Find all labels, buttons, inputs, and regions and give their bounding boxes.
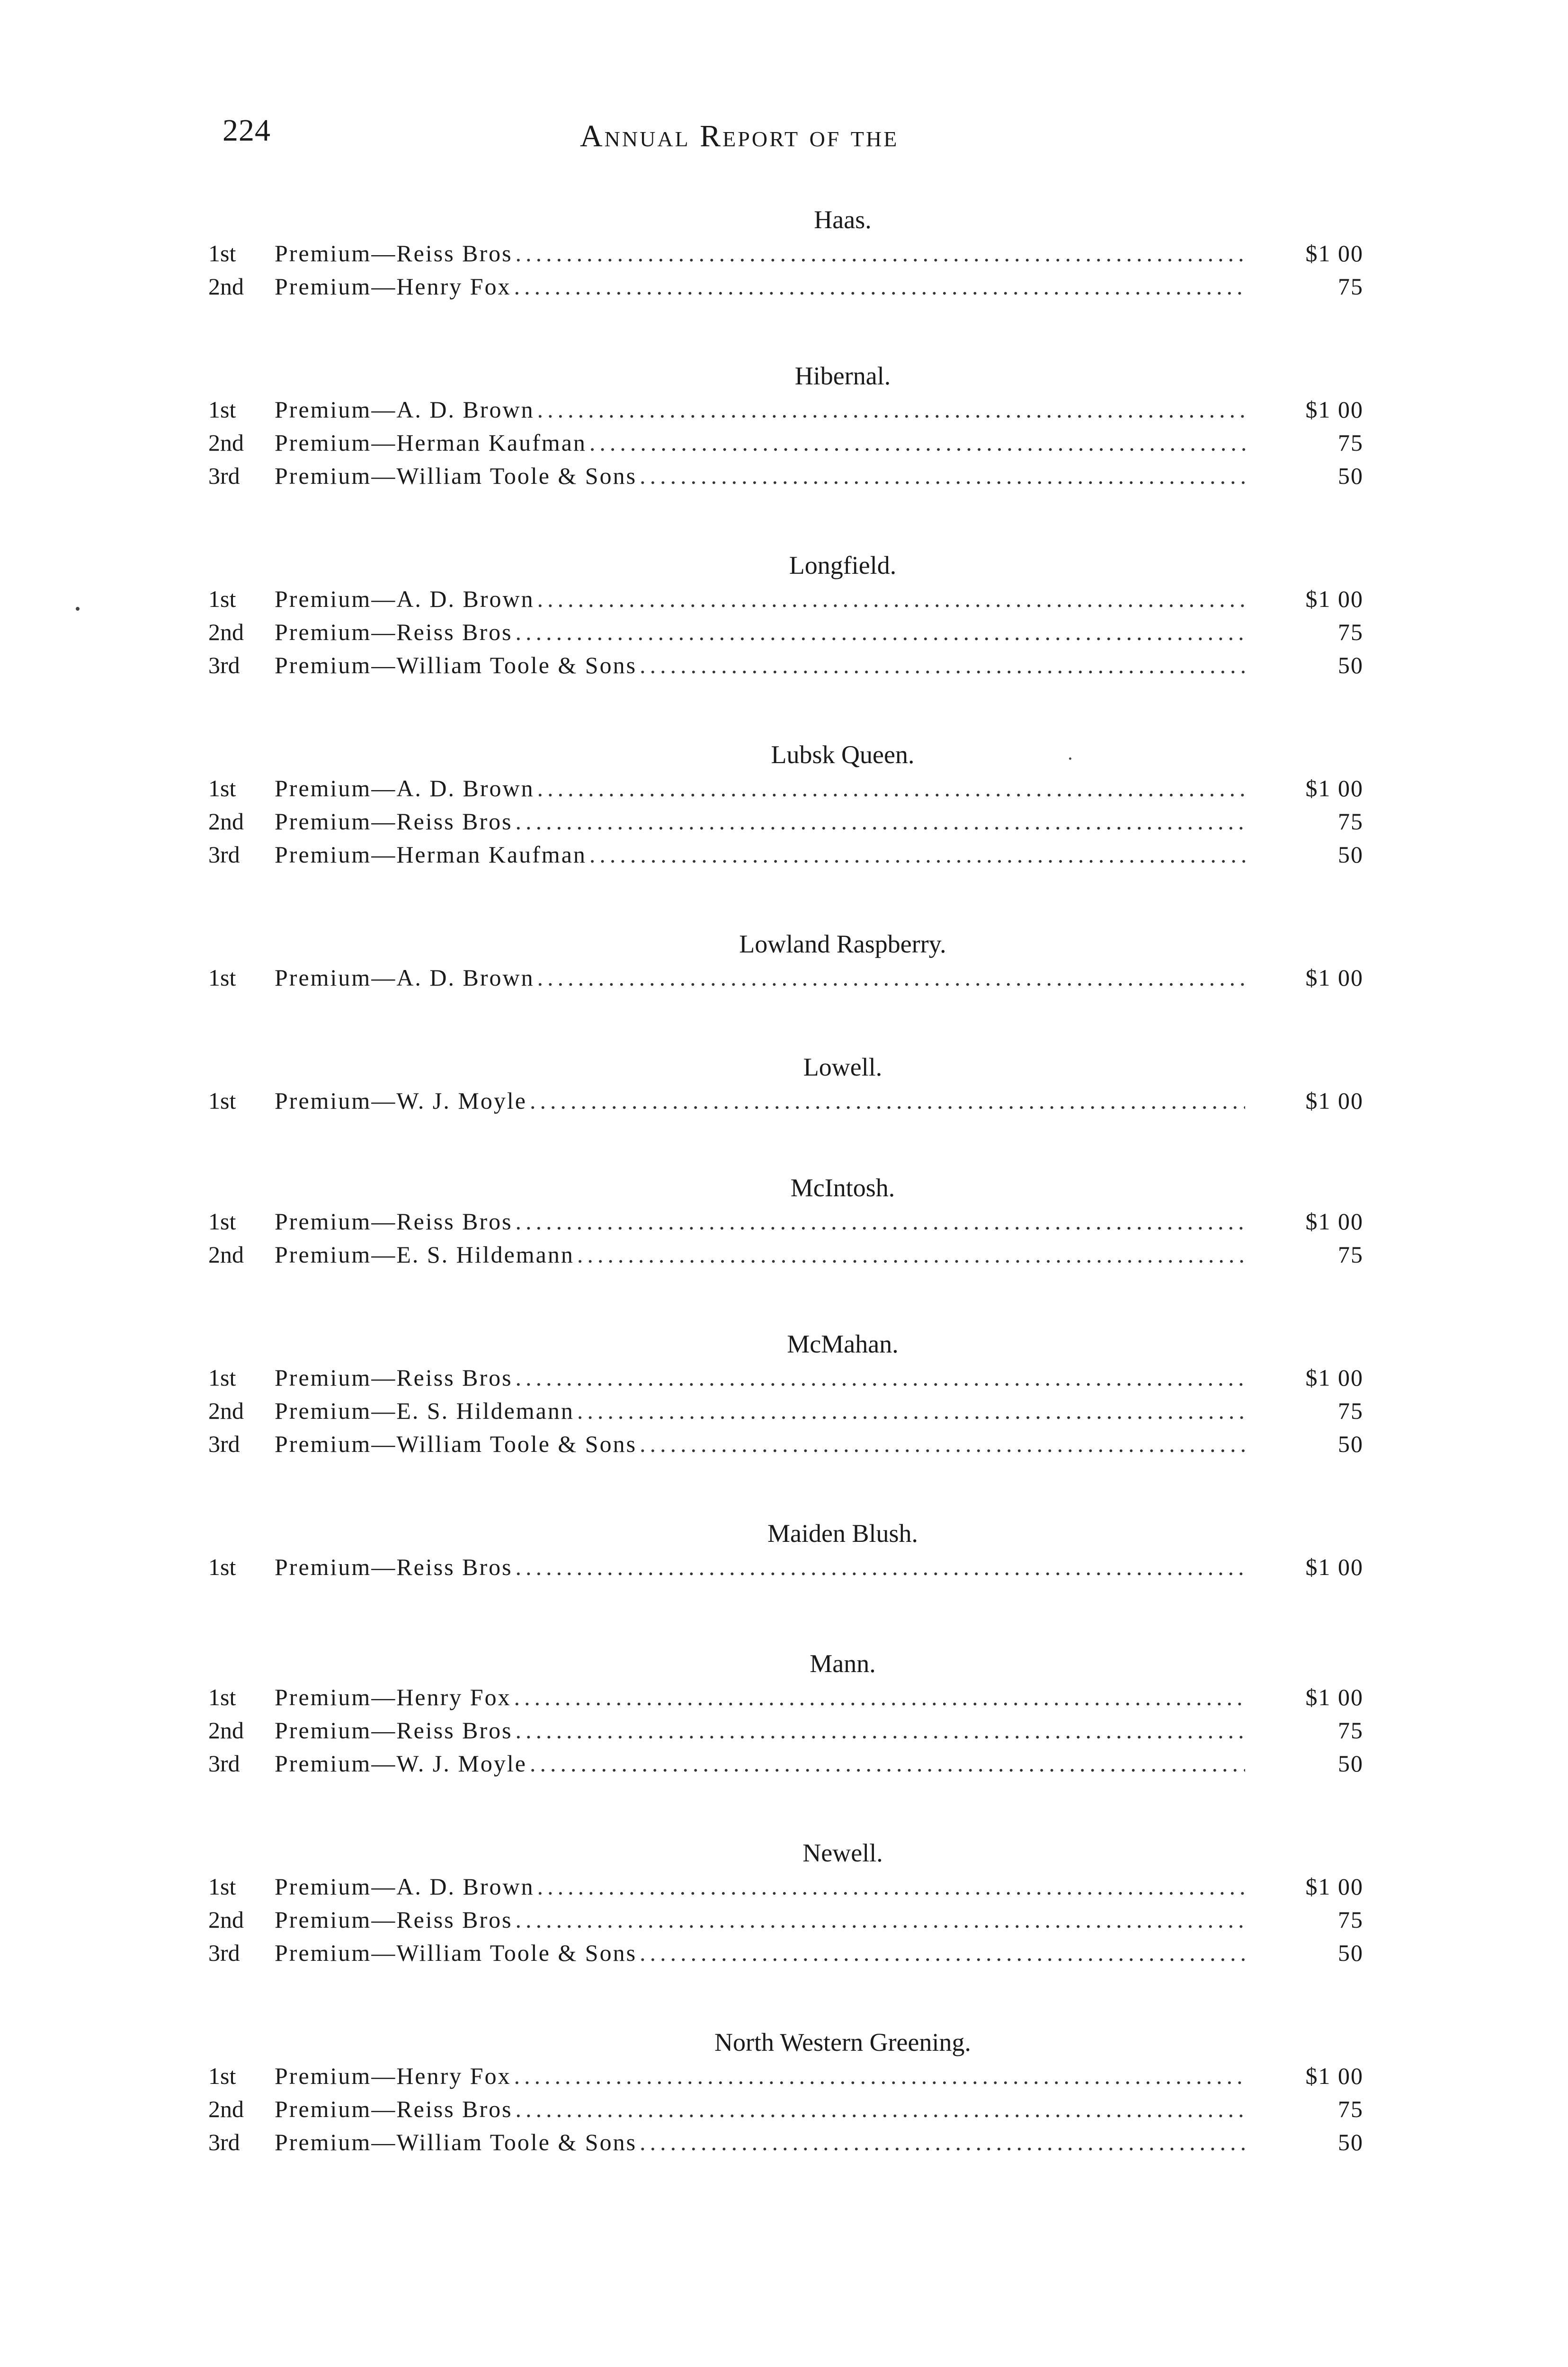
- entry-amount: 75: [1338, 1241, 1363, 1268]
- entry-rank: 1st: [208, 775, 236, 801]
- entry-label: Premium—William Toole & Sons: [275, 2129, 637, 2155]
- entry-amount: 75: [1338, 808, 1363, 835]
- dot-leader: [516, 1205, 1245, 1238]
- premium-entry: [208, 2092, 1363, 2126]
- entry-label: Premium—E. S. Hildemann: [275, 1397, 574, 1424]
- premium-section-newell: [208, 1837, 1363, 1969]
- entry-rank: 2nd: [208, 2096, 244, 2122]
- entry-amount: 75: [1338, 429, 1363, 456]
- entry-label: Premium—William Toole & Sons: [275, 463, 637, 489]
- entry-amount: $1 00: [1305, 1554, 1363, 1580]
- premium-entry: [208, 2126, 1363, 2159]
- section-title: North Western Greening.: [714, 2028, 971, 2056]
- entry-amount: $1 00: [1305, 2063, 1363, 2089]
- premium-entry: [208, 1205, 1363, 1238]
- entry-rank: 2nd: [208, 619, 244, 645]
- premium-entry: [208, 459, 1363, 492]
- entry-label: Premium—A. D. Brown: [275, 1873, 535, 1900]
- premium-entry: [208, 1084, 1363, 1117]
- entry-rank: 1st: [208, 396, 236, 423]
- section-title: Lowell.: [803, 1053, 882, 1081]
- section-title: Maiden Blush.: [767, 1519, 918, 1548]
- premium-section-mcmahan: [208, 1328, 1363, 1460]
- dot-leader: [514, 1681, 1245, 1714]
- entry-rank: 2nd: [208, 1397, 244, 1424]
- dot-leader: [514, 270, 1245, 303]
- premium-entry: [208, 649, 1363, 682]
- dot-leader: [516, 2092, 1245, 2126]
- entry-label: Premium—Reiss Bros: [275, 1717, 513, 1744]
- premium-section-mcintosh: [208, 1172, 1363, 1271]
- entry-amount: $1 00: [1305, 1364, 1363, 1391]
- entry-amount: 50: [1338, 652, 1363, 678]
- dot-leader: [537, 393, 1245, 426]
- entry-rank: 1st: [208, 1208, 236, 1235]
- entry-rank: 2nd: [208, 429, 244, 456]
- entry-label: Premium—E. S. Hildemann: [275, 1241, 574, 1268]
- entry-label: Premium—A. D. Brown: [275, 396, 535, 423]
- print-speck: [1069, 757, 1071, 760]
- section-title: McIntosh.: [790, 1174, 895, 1202]
- entry-rank: 3rd: [208, 463, 240, 489]
- entry-rank: 1st: [208, 1364, 236, 1391]
- entry-label: Premium—Reiss Bros: [275, 240, 513, 267]
- entry-label: Premium—Henry Fox: [275, 2063, 511, 2089]
- entry-rank: 1st: [208, 240, 236, 267]
- entry-label: Premium—Reiss Bros: [275, 2096, 513, 2122]
- dot-leader: [589, 426, 1245, 459]
- entry-rank: 1st: [208, 586, 236, 612]
- premium-entry: [208, 1903, 1363, 1936]
- dot-leader: [640, 2126, 1245, 2159]
- entry-amount: $1 00: [1305, 1208, 1363, 1235]
- entry-label: Premium—Herman Kaufman: [275, 429, 587, 456]
- entry-amount: $1 00: [1305, 586, 1363, 612]
- entry-amount: 50: [1338, 1431, 1363, 1457]
- entry-rank: 1st: [208, 1873, 236, 1900]
- premium-entry: [208, 237, 1363, 270]
- entry-rank: 3rd: [208, 1750, 240, 1777]
- entry-rank: 1st: [208, 1554, 236, 1580]
- entry-label: Premium—W. J. Moyle: [275, 1087, 527, 1114]
- premium-entry: [208, 1681, 1363, 1714]
- entry-amount: $1 00: [1305, 1087, 1363, 1114]
- section-title: Longfield.: [789, 551, 897, 579]
- premium-entry: [208, 1936, 1363, 1969]
- premium-entry: [208, 1361, 1363, 1394]
- entry-rank: 3rd: [208, 1940, 240, 1966]
- section-title: McMahan.: [787, 1330, 899, 1358]
- entry-amount: 50: [1338, 841, 1363, 868]
- section-title: Lowland Raspberry.: [739, 930, 946, 958]
- entry-label: Premium—William Toole & Sons: [275, 1940, 637, 1966]
- dot-leader: [537, 1870, 1245, 1903]
- entry-label: Premium—W. J. Moyle: [275, 1750, 527, 1777]
- entry-label: Premium—William Toole & Sons: [275, 652, 637, 678]
- entry-label: Premium—Reiss Bros: [275, 1208, 513, 1235]
- dot-leader: [530, 1084, 1245, 1117]
- dot-leader: [640, 459, 1245, 492]
- premium-entry: [208, 582, 1363, 615]
- entry-rank: 1st: [208, 1684, 236, 1710]
- dot-leader: [589, 838, 1245, 871]
- premium-entry: [208, 772, 1363, 805]
- entry-amount: 75: [1338, 1397, 1363, 1424]
- entry-amount: 50: [1338, 1940, 1363, 1966]
- dot-leader: [516, 805, 1245, 838]
- section-title: Lubsk Queen.: [771, 740, 915, 769]
- entry-rank: 3rd: [208, 2129, 240, 2155]
- premium-entry: [208, 1394, 1363, 1427]
- premium-entry: [208, 1427, 1363, 1460]
- entry-label: Premium—Henry Fox: [275, 273, 511, 300]
- entry-rank: 3rd: [208, 1431, 240, 1457]
- dot-leader: [516, 1903, 1245, 1936]
- dot-leader: [516, 615, 1245, 649]
- dot-leader: [516, 237, 1245, 270]
- entry-rank: 2nd: [208, 1906, 244, 1933]
- entry-rank: 1st: [208, 2063, 236, 2089]
- premium-entry: [208, 805, 1363, 838]
- dot-leader: [577, 1394, 1245, 1427]
- entry-rank: 2nd: [208, 1241, 244, 1268]
- running-head: Annual Report of the: [580, 119, 899, 153]
- entry-label: Premium—Herman Kaufman: [275, 841, 587, 868]
- entry-label: Premium—Reiss Bros: [275, 1554, 513, 1580]
- dot-leader: [640, 649, 1245, 682]
- entry-label: Premium—Reiss Bros: [275, 619, 513, 645]
- entry-amount: $1 00: [1305, 396, 1363, 423]
- entry-label: Premium—Reiss Bros: [275, 808, 513, 835]
- entry-amount: 50: [1338, 463, 1363, 489]
- entry-rank: 1st: [208, 1087, 236, 1114]
- entry-amount: $1 00: [1305, 1684, 1363, 1710]
- premium-section-haas: [208, 204, 1363, 303]
- premium-section-lowland-raspberry: [208, 928, 1363, 994]
- entry-amount: 50: [1338, 1750, 1363, 1777]
- print-speck: [76, 607, 80, 611]
- entry-label: Premium—Henry Fox: [275, 1684, 511, 1710]
- dot-leader: [530, 1747, 1245, 1780]
- entry-label: Premium—A. D. Brown: [275, 586, 535, 612]
- entry-label: Premium—A. D. Brown: [275, 964, 535, 991]
- entry-label: Premium—A. D. Brown: [275, 775, 535, 801]
- premium-section-north-western-greening: [208, 2026, 1363, 2159]
- dot-leader: [516, 1714, 1245, 1747]
- premium-section-longfield: [208, 549, 1363, 682]
- dot-leader: [640, 1936, 1245, 1969]
- premium-entry: [208, 270, 1363, 303]
- entry-amount: $1 00: [1305, 1873, 1363, 1900]
- entry-amount: 75: [1338, 619, 1363, 645]
- entry-rank: 3rd: [208, 652, 240, 678]
- entry-amount: 75: [1338, 2096, 1363, 2122]
- premium-entry: [208, 393, 1363, 426]
- entry-amount: $1 00: [1305, 964, 1363, 991]
- section-title: Mann.: [810, 1649, 876, 1678]
- entry-label: Premium—William Toole & Sons: [275, 1431, 637, 1457]
- entry-rank: 3rd: [208, 841, 240, 868]
- entry-rank: 2nd: [208, 273, 244, 300]
- premium-section-hibernal: [208, 360, 1363, 492]
- entry-amount: 50: [1338, 2129, 1363, 2155]
- premium-section-lowell: [208, 1051, 1363, 1117]
- premium-entry: [208, 1550, 1363, 1584]
- entry-amount: 75: [1338, 1717, 1363, 1744]
- entry-rank: 2nd: [208, 808, 244, 835]
- section-title: Newell.: [802, 1839, 883, 1867]
- premium-entry: [208, 1238, 1363, 1271]
- dot-leader: [537, 961, 1245, 994]
- dot-leader: [640, 1427, 1245, 1460]
- page-number: 224: [223, 113, 271, 148]
- dot-leader: [516, 1550, 1245, 1584]
- premium-entry: [208, 1714, 1363, 1747]
- entry-amount: 75: [1338, 273, 1363, 300]
- dot-leader: [514, 2059, 1245, 2092]
- premium-entry: [208, 1747, 1363, 1780]
- premium-section-maiden-blush: [208, 1517, 1363, 1584]
- premium-section-lubsk-queen: [208, 739, 1363, 871]
- premium-section-mann: [208, 1647, 1363, 1780]
- section-title: Hibernal.: [794, 362, 891, 390]
- premium-entry: [208, 426, 1363, 459]
- section-title: Haas.: [814, 205, 872, 234]
- entry-amount: 75: [1338, 1906, 1363, 1933]
- premium-entry: [208, 961, 1363, 994]
- entry-rank: 2nd: [208, 1717, 244, 1744]
- premium-entry: [208, 1870, 1363, 1903]
- premium-entry: [208, 2059, 1363, 2092]
- premium-entry: [208, 838, 1363, 871]
- dot-leader: [577, 1238, 1245, 1271]
- entry-rank: 1st: [208, 964, 236, 991]
- entry-amount: $1 00: [1305, 775, 1363, 801]
- entry-amount: $1 00: [1305, 240, 1363, 267]
- entry-label: Premium—Reiss Bros: [275, 1364, 513, 1391]
- dot-leader: [516, 1361, 1245, 1394]
- dot-leader: [537, 772, 1245, 805]
- dot-leader: [537, 582, 1245, 615]
- entry-label: Premium—Reiss Bros: [275, 1906, 513, 1933]
- premium-entry: [208, 615, 1363, 649]
